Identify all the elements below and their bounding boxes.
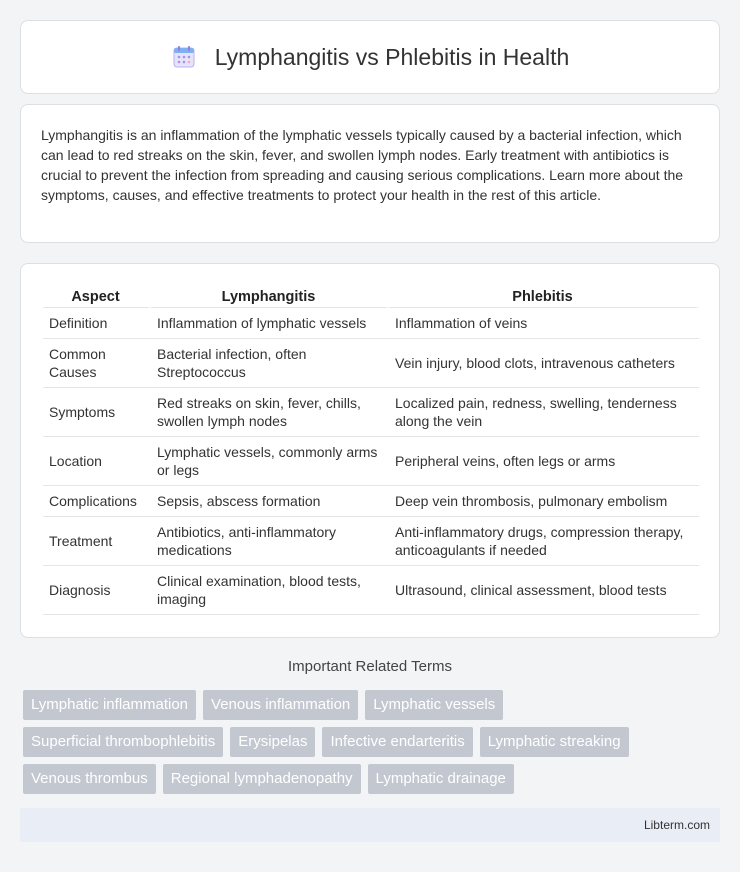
comparison-card	[20, 263, 720, 638]
tag-lymphatic-inflammation[interactable]: Lymphatic inflammation	[23, 690, 196, 720]
table-cell: Antibiotics, anti-inflammatory medications	[151, 517, 389, 566]
table-cell: Clinical examination, blood tests, imaging	[151, 566, 389, 615]
tag-regional-lymphadenopathy[interactable]: Regional lymphadenopathy	[163, 764, 361, 794]
tag-row	[23, 690, 723, 720]
tag-lymphatic-vessels[interactable]: Lymphatic vessels	[365, 690, 503, 720]
table-row	[43, 388, 699, 437]
table-cell: Localized pain, redness, swelling, tenderness along the vein	[389, 388, 699, 437]
related-terms	[23, 690, 723, 801]
tag-erysipelas[interactable]: Erysipelas	[230, 727, 315, 757]
title-card	[20, 20, 720, 94]
tag-venous-thrombus[interactable]: Venous thrombus	[23, 764, 156, 794]
related-terms-title: Important Related Terms	[288, 658, 452, 675]
table-cell: Lymphatic vessels, commonly arms or legs	[151, 437, 389, 486]
table-cell: Symptoms	[43, 388, 151, 437]
title-wrap	[171, 44, 570, 71]
comparison-table	[43, 286, 699, 615]
table-cell: Vein injury, blood clots, intravenous catheters	[389, 339, 699, 388]
footer	[20, 808, 720, 842]
footer-site-link[interactable]: Libterm.com	[643, 818, 710, 832]
tag-infective-endarteritis[interactable]: Infective endarteritis	[322, 727, 472, 757]
table-row	[43, 517, 699, 566]
table-cell: Red streaks on skin, fever, chills, swollen lymph nodes	[151, 388, 389, 437]
table-cell: Treatment	[43, 517, 151, 566]
table-row	[43, 339, 699, 388]
table-row	[43, 566, 699, 615]
header-lymphangitis: Lymphangitis	[151, 286, 389, 308]
table-cell: Ultrasound, clinical assessment, blood tests	[389, 566, 699, 615]
header-phlebitis: Phlebitis	[389, 286, 699, 308]
table-cell: Definition	[43, 308, 151, 339]
table-cell: Common Causes	[43, 339, 151, 388]
table-row	[43, 308, 699, 339]
tag-superficial-thrombophlebitis[interactable]: Superficial thrombophlebitis	[23, 727, 223, 757]
table-cell: Anti-inflammatory drugs, compression therapy, anticoagulants if needed	[389, 517, 699, 566]
calendar-icon	[171, 44, 197, 70]
table-row	[43, 486, 699, 517]
intro-paragraph: Lymphangitis is an inflammation of the lymphatic vessels typically caused by a bacterial infection, which can lead to red streaks on the skin, fever, and swollen lymph nodes. Early treatment with antibiotics is crucial to prevent the infection from spreading and causing serious complications. Learn more about the symptoms, causes, and effective treatments to protect your health in the rest of this article.	[41, 127, 684, 203]
table-cell: Diagnosis	[43, 566, 151, 615]
table-cell: Sepsis, abscess formation	[151, 486, 389, 517]
intro-card	[20, 104, 720, 243]
table-cell: Inflammation of lymphatic vessels	[151, 308, 389, 339]
table-cell: Inflammation of veins	[389, 308, 699, 339]
tag-row	[23, 727, 723, 757]
table-header-row	[43, 286, 699, 308]
header-aspect: Aspect	[43, 286, 151, 308]
table-cell: Bacterial infection, often Streptococcus	[151, 339, 389, 388]
page-title: Lymphangitis vs Phlebitis in Health	[214, 43, 570, 70]
tag-venous-inflammation[interactable]: Venous inflammation	[203, 690, 358, 720]
table-cell: Peripheral veins, often legs or arms	[389, 437, 699, 486]
table-cell: Location	[43, 437, 151, 486]
table-cell: Deep vein thrombosis, pulmonary embolism	[389, 486, 699, 517]
table-cell: Complications	[43, 486, 151, 517]
tag-lymphatic-streaking[interactable]: Lymphatic streaking	[480, 727, 629, 757]
table-row	[43, 437, 699, 486]
tag-row	[23, 764, 723, 794]
tag-lymphatic-drainage[interactable]: Lymphatic drainage	[368, 764, 514, 794]
